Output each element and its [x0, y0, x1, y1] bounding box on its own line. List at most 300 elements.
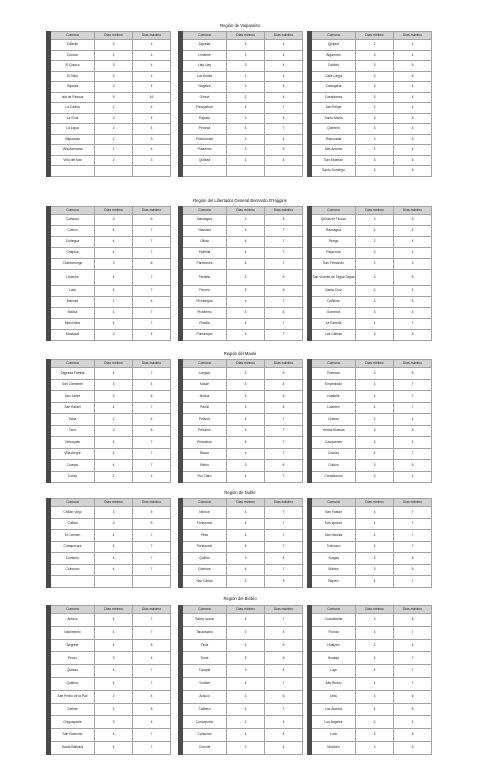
min-days-cell: 4 [227, 518, 265, 530]
comuna-cell: Trehuaco [312, 541, 356, 553]
max-days-cell: 7 [133, 270, 171, 286]
comuna-cell: Pelluhue [183, 425, 227, 437]
comuna-cell: Pumanque [183, 329, 227, 340]
comuna-cell: Zapallar [183, 40, 227, 51]
table-row [179, 626, 303, 639]
max-days-cell: 6 [265, 652, 303, 665]
min-days-cell: 3 [95, 703, 133, 716]
max-days-cell: 6 [265, 215, 303, 226]
table-row [308, 460, 432, 472]
table-row [308, 248, 432, 259]
table-row [179, 614, 303, 627]
max-days-cell: 7 [133, 226, 171, 237]
max-days-cell: 7 [133, 318, 171, 329]
max-days-cell: 6 [394, 460, 432, 472]
table-row [179, 530, 303, 542]
comuna-cell: Arauco [183, 690, 227, 703]
min-days-cell: 3 [227, 665, 265, 678]
min-days-cell [95, 576, 133, 588]
header-row [308, 499, 432, 507]
max-days-cell: 4 [394, 145, 432, 156]
table-row [179, 391, 303, 403]
min-days-cell: 4 [95, 248, 133, 259]
comuna-cell: Algarrobo [312, 50, 356, 61]
min-days-cell: 4 [356, 448, 394, 460]
min-days-cell: 4 [227, 639, 265, 652]
table-row [308, 471, 432, 483]
table-row [308, 226, 432, 237]
max-days-cell: 4 [265, 626, 303, 639]
comuna-cell: Tucapel [183, 665, 227, 678]
comuna-cell: Llay Llay [183, 61, 227, 72]
comuna-cell: Nancagua [183, 215, 227, 226]
header-row [47, 360, 171, 368]
min-days-cell: 3 [356, 50, 394, 61]
comuna-cell: Contulmo [183, 729, 227, 742]
table-row [308, 379, 432, 391]
table-row [47, 40, 171, 51]
max-days-cell: 7 [265, 614, 303, 627]
max-days-cell: 7 [265, 541, 303, 553]
table-row [179, 448, 303, 460]
table-row [47, 553, 171, 565]
column-header-comuna: Comuna [183, 606, 227, 614]
max-days-cell: 7 [394, 541, 432, 553]
min-days-cell: 3 [227, 391, 265, 403]
table-row [47, 716, 171, 729]
min-days-cell: 3 [95, 391, 133, 403]
table-row [47, 652, 171, 665]
comuna-cell: Nogales [183, 82, 227, 93]
comuna-cell: Chillán Viejo [51, 507, 95, 519]
region-title: Región de Ñuble [224, 490, 256, 495]
min-days-cell: 3 [95, 518, 133, 530]
max-days-cell: 7 [133, 626, 171, 639]
min-days-cell: 4 [227, 124, 265, 135]
min-days-cell: 4 [356, 626, 394, 639]
max-days-cell: 4 [394, 237, 432, 248]
commune-table [46, 605, 171, 755]
min-days-cell: 4 [227, 507, 265, 519]
comuna-cell: Pinto [183, 530, 227, 542]
min-days-cell: 3 [356, 368, 394, 380]
comuna-cell: Bulnes [312, 564, 356, 576]
min-days-cell: 2 [356, 639, 394, 652]
min-days-cell [227, 166, 265, 177]
max-days-cell: 7 [133, 564, 171, 576]
table-row [179, 507, 303, 519]
max-days-cell: 6 [265, 665, 303, 678]
min-days-cell [95, 166, 133, 177]
min-days-cell: 4 [95, 741, 133, 754]
table-row [47, 166, 171, 177]
max-days-cell: 7 [133, 402, 171, 414]
min-days-cell: 3 [356, 134, 394, 145]
max-days-cell: 4 [133, 50, 171, 61]
min-days-cell: 4 [227, 296, 265, 307]
column-header-min-days: Días mínimo [356, 207, 394, 215]
comuna-cell: San Esteban [312, 155, 356, 166]
comuna-cell: Chillán [51, 518, 95, 530]
table-row [47, 564, 171, 576]
comuna-cell: Nacimiento [51, 626, 95, 639]
min-days-cell: 4 [356, 690, 394, 703]
min-days-cell: 2 [227, 155, 265, 166]
commune-table [46, 206, 171, 341]
column-header-min-days: Días mínimo [95, 360, 133, 368]
column-header-comuna: Comuna [312, 499, 356, 507]
comuna-cell: Petorca [183, 124, 227, 135]
min-days-cell: 3 [95, 652, 133, 665]
table-row [47, 448, 171, 460]
max-days-cell: 4 [265, 113, 303, 124]
column-header-comuna: Comuna [312, 360, 356, 368]
max-days-cell: 6 [394, 368, 432, 380]
column-header-comuna: Comuna [51, 499, 95, 507]
max-days-cell: 7 [133, 307, 171, 318]
table-row [179, 703, 303, 716]
max-days-cell: 7 [133, 677, 171, 690]
comuna-cell: Laja [312, 665, 356, 678]
comuna-cell: Santa Cruz [312, 285, 356, 296]
min-days-cell: 3 [227, 82, 265, 93]
comuna-cell: Pichilemu [183, 307, 227, 318]
min-days-cell: 4 [95, 460, 133, 472]
max-days-cell: 4 [394, 103, 432, 114]
min-days-cell: 4 [227, 414, 265, 426]
max-days-cell: 6 [394, 61, 432, 72]
comuna-cell: Rauco [183, 448, 227, 460]
table-row [47, 259, 171, 270]
table-row [308, 507, 432, 519]
comuna-cell: Santa Bárbara [51, 741, 95, 754]
min-days-cell: 3 [356, 307, 394, 318]
max-days-cell: 7 [394, 518, 432, 530]
min-days-cell: 3 [95, 507, 133, 519]
table-row [179, 414, 303, 426]
max-days-cell: 7 [133, 553, 171, 565]
max-days-cell: 7 [133, 237, 171, 248]
min-days-cell: 4 [227, 329, 265, 340]
max-days-cell: 4 [133, 113, 171, 124]
table-row [47, 471, 171, 483]
min-days-cell: 3 [356, 113, 394, 124]
table-row [179, 437, 303, 449]
max-days-cell: 4 [394, 82, 432, 93]
min-days-cell: 4 [95, 639, 133, 652]
comuna-cell: Antuco [51, 614, 95, 627]
table-row [179, 40, 303, 51]
max-days-cell: 4 [133, 652, 171, 665]
comuna-cell: Coltauco [51, 215, 95, 226]
min-days-cell: 3 [95, 113, 133, 124]
commune-table [307, 498, 432, 588]
table-row [179, 124, 303, 135]
table-row [47, 248, 171, 259]
max-days-cell: 6 [265, 460, 303, 472]
min-days-cell: 3 [95, 716, 133, 729]
min-days-cell: 4 [356, 530, 394, 542]
comuna-cell: Codegua [51, 237, 95, 248]
min-days-cell: 4 [95, 270, 133, 286]
max-days-cell: 4 [133, 124, 171, 135]
comuna-cell: Mostazal [51, 329, 95, 340]
comuna-cell: Santo María [312, 113, 356, 124]
max-days-cell: 6 [394, 553, 432, 565]
max-days-cell: 4 [265, 155, 303, 166]
max-days-cell: 4 [133, 145, 171, 156]
table-row [47, 226, 171, 237]
comuna-cell: Negrete [51, 639, 95, 652]
comuna-cell: Concón [51, 50, 95, 61]
comuna-cell: Constitución [312, 471, 356, 483]
table-row [47, 677, 171, 690]
table-row [47, 703, 171, 716]
table-row [308, 61, 432, 72]
min-days-cell: 3 [356, 270, 394, 286]
column-header-max-days: Días máximo [133, 360, 171, 368]
comuna-cell: Valparaíso [51, 134, 95, 145]
comuna-cell: Concepción [183, 716, 227, 729]
comuna-cell: Graneros [312, 307, 356, 318]
max-days-cell: 6 [394, 113, 432, 124]
table-row [47, 318, 171, 329]
header-row [308, 207, 432, 215]
min-days-cell: 4 [227, 237, 265, 248]
min-days-cell: 3 [356, 82, 394, 93]
table-row [179, 541, 303, 553]
min-days-cell: 4 [356, 379, 394, 391]
comuna-cell: Olivar [183, 237, 227, 248]
min-days-cell: 2 [95, 155, 133, 166]
column-header-comuna: Comuna [51, 606, 95, 614]
table-row [179, 639, 303, 652]
table-row [179, 166, 303, 177]
comuna-cell: Peumo [183, 285, 227, 296]
max-days-cell: 6 [133, 639, 171, 652]
min-days-cell: 4 [227, 677, 265, 690]
max-days-cell: 6 [133, 425, 171, 437]
comuna-cell: Cobquecura [51, 541, 95, 553]
table-row [179, 729, 303, 742]
max-days-cell: 4 [265, 92, 303, 103]
comuna-cell: Rancagua [312, 226, 356, 237]
max-days-cell: 6 [394, 270, 432, 286]
max-days-cell: 6 [265, 639, 303, 652]
min-days-cell: 3 [95, 259, 133, 270]
column-header-max-days: Días máximo [394, 207, 432, 215]
table-row [308, 729, 432, 742]
column-header-comuna: Comuna [51, 360, 95, 368]
table-row [308, 541, 432, 553]
table-row [47, 71, 171, 82]
table-row [179, 553, 303, 565]
table-row [308, 103, 432, 114]
min-days-cell: 4 [95, 307, 133, 318]
comuna-cell: San Fabián [312, 507, 356, 519]
column-header-max-days: Días máximo [265, 32, 303, 40]
comuna-cell: Parral [183, 402, 227, 414]
max-days-cell: 6 [394, 425, 432, 437]
commune-table [46, 498, 171, 588]
table-row [179, 741, 303, 754]
max-days-cell: 6 [394, 564, 432, 576]
max-days-cell: 6 [394, 215, 432, 226]
table-row [47, 437, 171, 449]
table-row [47, 530, 171, 542]
comuna-cell: San Ignacio [312, 518, 356, 530]
max-days-cell: 7 [394, 652, 432, 665]
comuna-cell: Curanilahue [312, 614, 356, 627]
max-days-cell: 7 [265, 564, 303, 576]
commune-table [307, 359, 432, 483]
column-header-min-days: Días mínimo [227, 360, 265, 368]
table-row [47, 215, 171, 226]
max-days-cell: 7 [394, 379, 432, 391]
table-row [179, 460, 303, 472]
commune-table [178, 605, 303, 755]
column-header-min-days: Días mínimo [95, 499, 133, 507]
comuna-cell: San Vicente de Tagua Tagua [312, 270, 356, 286]
comuna-cell: Cabrero [183, 703, 227, 716]
min-days-cell: 4 [95, 226, 133, 237]
max-days-cell: 7 [133, 285, 171, 296]
table-row [47, 145, 171, 156]
max-days-cell: 6 [265, 270, 303, 286]
region-title: Región del Maule [223, 351, 257, 356]
table-row [47, 92, 171, 103]
max-days-cell: 4 [265, 61, 303, 72]
max-days-cell: 7 [394, 576, 432, 588]
comuna-cell: Isla de Pascua [51, 92, 95, 103]
table-row [47, 237, 171, 248]
table-row [308, 134, 432, 145]
comuna-cell: Colbún [312, 460, 356, 472]
header-row [308, 32, 432, 40]
column-header-min-days: Días mínimo [356, 32, 394, 40]
commune-table [307, 206, 432, 341]
column-header-max-days: Días máximo [133, 606, 171, 614]
min-days-cell: 3 [227, 307, 265, 318]
min-days-cell: 4 [356, 318, 394, 329]
table-row [179, 285, 303, 296]
min-days-cell: 4 [95, 530, 133, 542]
comuna-cell: San Felipe [312, 103, 356, 114]
comuna-cell: Santo Domingo [312, 166, 356, 177]
comuna-cell: Machalí [51, 296, 95, 307]
max-days-cell: 5 [394, 614, 432, 627]
min-days-cell: 3 [227, 379, 265, 391]
max-days-cell: 4 [394, 50, 432, 61]
max-days-cell: 6 [265, 690, 303, 703]
comuna-cell: Quinta de Tilcoco [312, 215, 356, 226]
comuna-cell: Olmué [183, 92, 227, 103]
max-days-cell: 7 [265, 703, 303, 716]
comuna-cell: Coronel [183, 741, 227, 754]
min-days-cell: 3 [227, 145, 265, 156]
max-days-cell: 6 [394, 329, 432, 340]
min-days-cell: 2 [95, 414, 133, 426]
min-days-cell: 4 [356, 518, 394, 530]
table-row [47, 329, 171, 340]
max-days-cell: 4 [133, 471, 171, 483]
column-header-comuna: Comuna [312, 606, 356, 614]
min-days-cell: 3 [356, 166, 394, 177]
comuna-cell: Yungay [312, 553, 356, 565]
min-days-cell: 3 [227, 460, 265, 472]
max-days-cell: 4 [394, 307, 432, 318]
comuna-cell: Quilpué [312, 40, 356, 51]
column-header-min-days: Días mínimo [227, 207, 265, 215]
min-days-cell: 4 [227, 729, 265, 742]
max-days-cell: 7 [265, 226, 303, 237]
table-row [179, 71, 303, 82]
table-row [308, 307, 432, 318]
comuna-cell: La Ligua [51, 124, 95, 135]
max-days-cell: 4 [394, 285, 432, 296]
comuna-cell: Licantén [312, 402, 356, 414]
max-days-cell: 7 [265, 124, 303, 135]
table-row [179, 690, 303, 703]
min-days-cell: 4 [227, 530, 265, 542]
min-days-cell: 3 [356, 460, 394, 472]
table-row [179, 61, 303, 72]
table-row [47, 379, 171, 391]
table-row [308, 50, 432, 61]
table-row [47, 402, 171, 414]
max-days-cell: 7 [133, 460, 171, 472]
column-header-comuna: Comuna [183, 207, 227, 215]
table-row [179, 471, 303, 483]
max-days-cell: 6 [394, 741, 432, 754]
commune-table [178, 206, 303, 341]
min-days-cell: 2 [356, 237, 394, 248]
header-row [308, 606, 432, 614]
min-days-cell: 4 [356, 402, 394, 414]
max-days-cell: 6 [394, 166, 432, 177]
max-days-cell: 4 [394, 414, 432, 426]
comuna-cell: Portezuelo [183, 518, 227, 530]
min-days-cell: 4 [227, 318, 265, 329]
max-days-cell: 4 [394, 92, 432, 103]
table-row [47, 61, 171, 72]
max-days-cell: 7 [265, 414, 303, 426]
column-header-min-days: Días mínimo [356, 360, 394, 368]
table-row [179, 564, 303, 576]
max-days-cell: 7 [265, 530, 303, 542]
comuna-cell: Río Claro [183, 471, 227, 483]
max-days-cell: 6 [394, 155, 432, 166]
table-row [179, 652, 303, 665]
table-row [308, 237, 432, 248]
comuna-cell: Hualqui [312, 652, 356, 665]
table-row [47, 391, 171, 403]
min-days-cell: 3 [356, 425, 394, 437]
comuna-cell: El Quisco [51, 61, 95, 72]
min-days-cell: 3 [227, 270, 265, 286]
commune-table [46, 359, 171, 483]
min-days-cell: 2 [356, 259, 394, 270]
table-row [308, 270, 432, 286]
max-days-cell: 7 [265, 518, 303, 530]
column-header-min-days: Días mínimo [95, 606, 133, 614]
table-row [308, 285, 432, 296]
min-days-cell: 4 [95, 677, 133, 690]
table-row [308, 626, 432, 639]
table-row [47, 155, 171, 166]
comuna-cell: San Rafael [51, 402, 95, 414]
max-days-cell: 4 [133, 103, 171, 114]
